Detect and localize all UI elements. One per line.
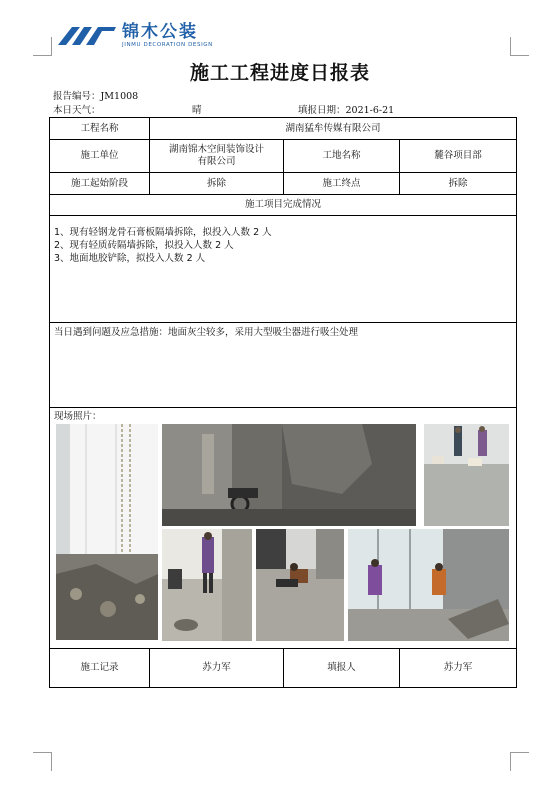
site-photo-worker-kneeling: [256, 529, 344, 641]
site-photo-white-wall: [56, 424, 158, 640]
site-photo-demolished-wall: [162, 424, 416, 526]
corner-mark-top-right: [510, 37, 529, 56]
site-photo-workers-floor: [424, 424, 509, 526]
weather-value: 晴: [192, 105, 202, 116]
site-photos-label: 现场照片：: [54, 411, 102, 422]
site-photo-workers-window: [348, 529, 509, 641]
site-photos-section: [50, 408, 517, 649]
project-name-label: 工程名称: [50, 118, 150, 140]
completion-header: 施工项目完成情况: [50, 195, 517, 216]
progress-report-table: [49, 117, 517, 688]
report-date: 填报日期：2021-6-21: [298, 105, 395, 116]
company-logo: [58, 22, 213, 50]
completion-item: 2、现有轻质砖隔墙拆除，拟投入人数 2 人: [54, 240, 234, 251]
corner-mark-top-left: [33, 37, 52, 56]
issues-and-measures: 当日遇到问题及应急措施：地面灰尘较多，采用大型吸尘器进行吸尘处理: [50, 323, 517, 408]
record-value: 苏力军: [150, 649, 284, 688]
completion-item: 3、地面地胶铲除，拟投入人数 2 人: [54, 253, 206, 264]
start-stage-label: 施工起始阶段: [50, 173, 150, 195]
logo-name-en: JINMU DECORATION DESIGN: [122, 42, 213, 48]
logo-mark-icon: [58, 25, 116, 47]
end-point-label: 施工终点: [284, 173, 400, 195]
site-photo-worker-purple: [162, 529, 252, 641]
site-photo-gallery: [54, 423, 513, 647]
contractor-value: [150, 140, 284, 173]
completion-items: [50, 216, 517, 323]
contractor-label: 施工单位: [50, 140, 150, 173]
filler-value: 苏力军: [400, 649, 517, 688]
corner-mark-bottom-right: [510, 752, 529, 771]
end-point-value: 拆除: [400, 173, 517, 195]
report-number: 报告编号：JM1008: [53, 91, 139, 102]
project-name-value: 湖南猛牟传媒有限公司: [150, 118, 517, 140]
logo-name-cn: 锦木公装: [122, 22, 198, 42]
weather-label: 本日天气：: [53, 105, 101, 116]
start-stage-value: 拆除: [150, 173, 284, 195]
site-name-label: 工地名称: [284, 140, 400, 173]
completion-item: 1、现有轻钢龙骨石膏板隔墙拆除，拟投入人数 2 人: [54, 227, 272, 238]
contractor-value-line1: 湖南锦木空间装饰设计: [168, 144, 264, 155]
contractor-value-line2: 有限公司: [197, 156, 236, 167]
record-label: 施工记录: [50, 649, 150, 688]
filler-label: 填报人: [284, 649, 400, 688]
corner-mark-bottom-left: [33, 752, 52, 771]
site-name-value: 麓谷项目部: [400, 140, 517, 173]
page-title: 施工工程进度日报表: [189, 62, 370, 84]
